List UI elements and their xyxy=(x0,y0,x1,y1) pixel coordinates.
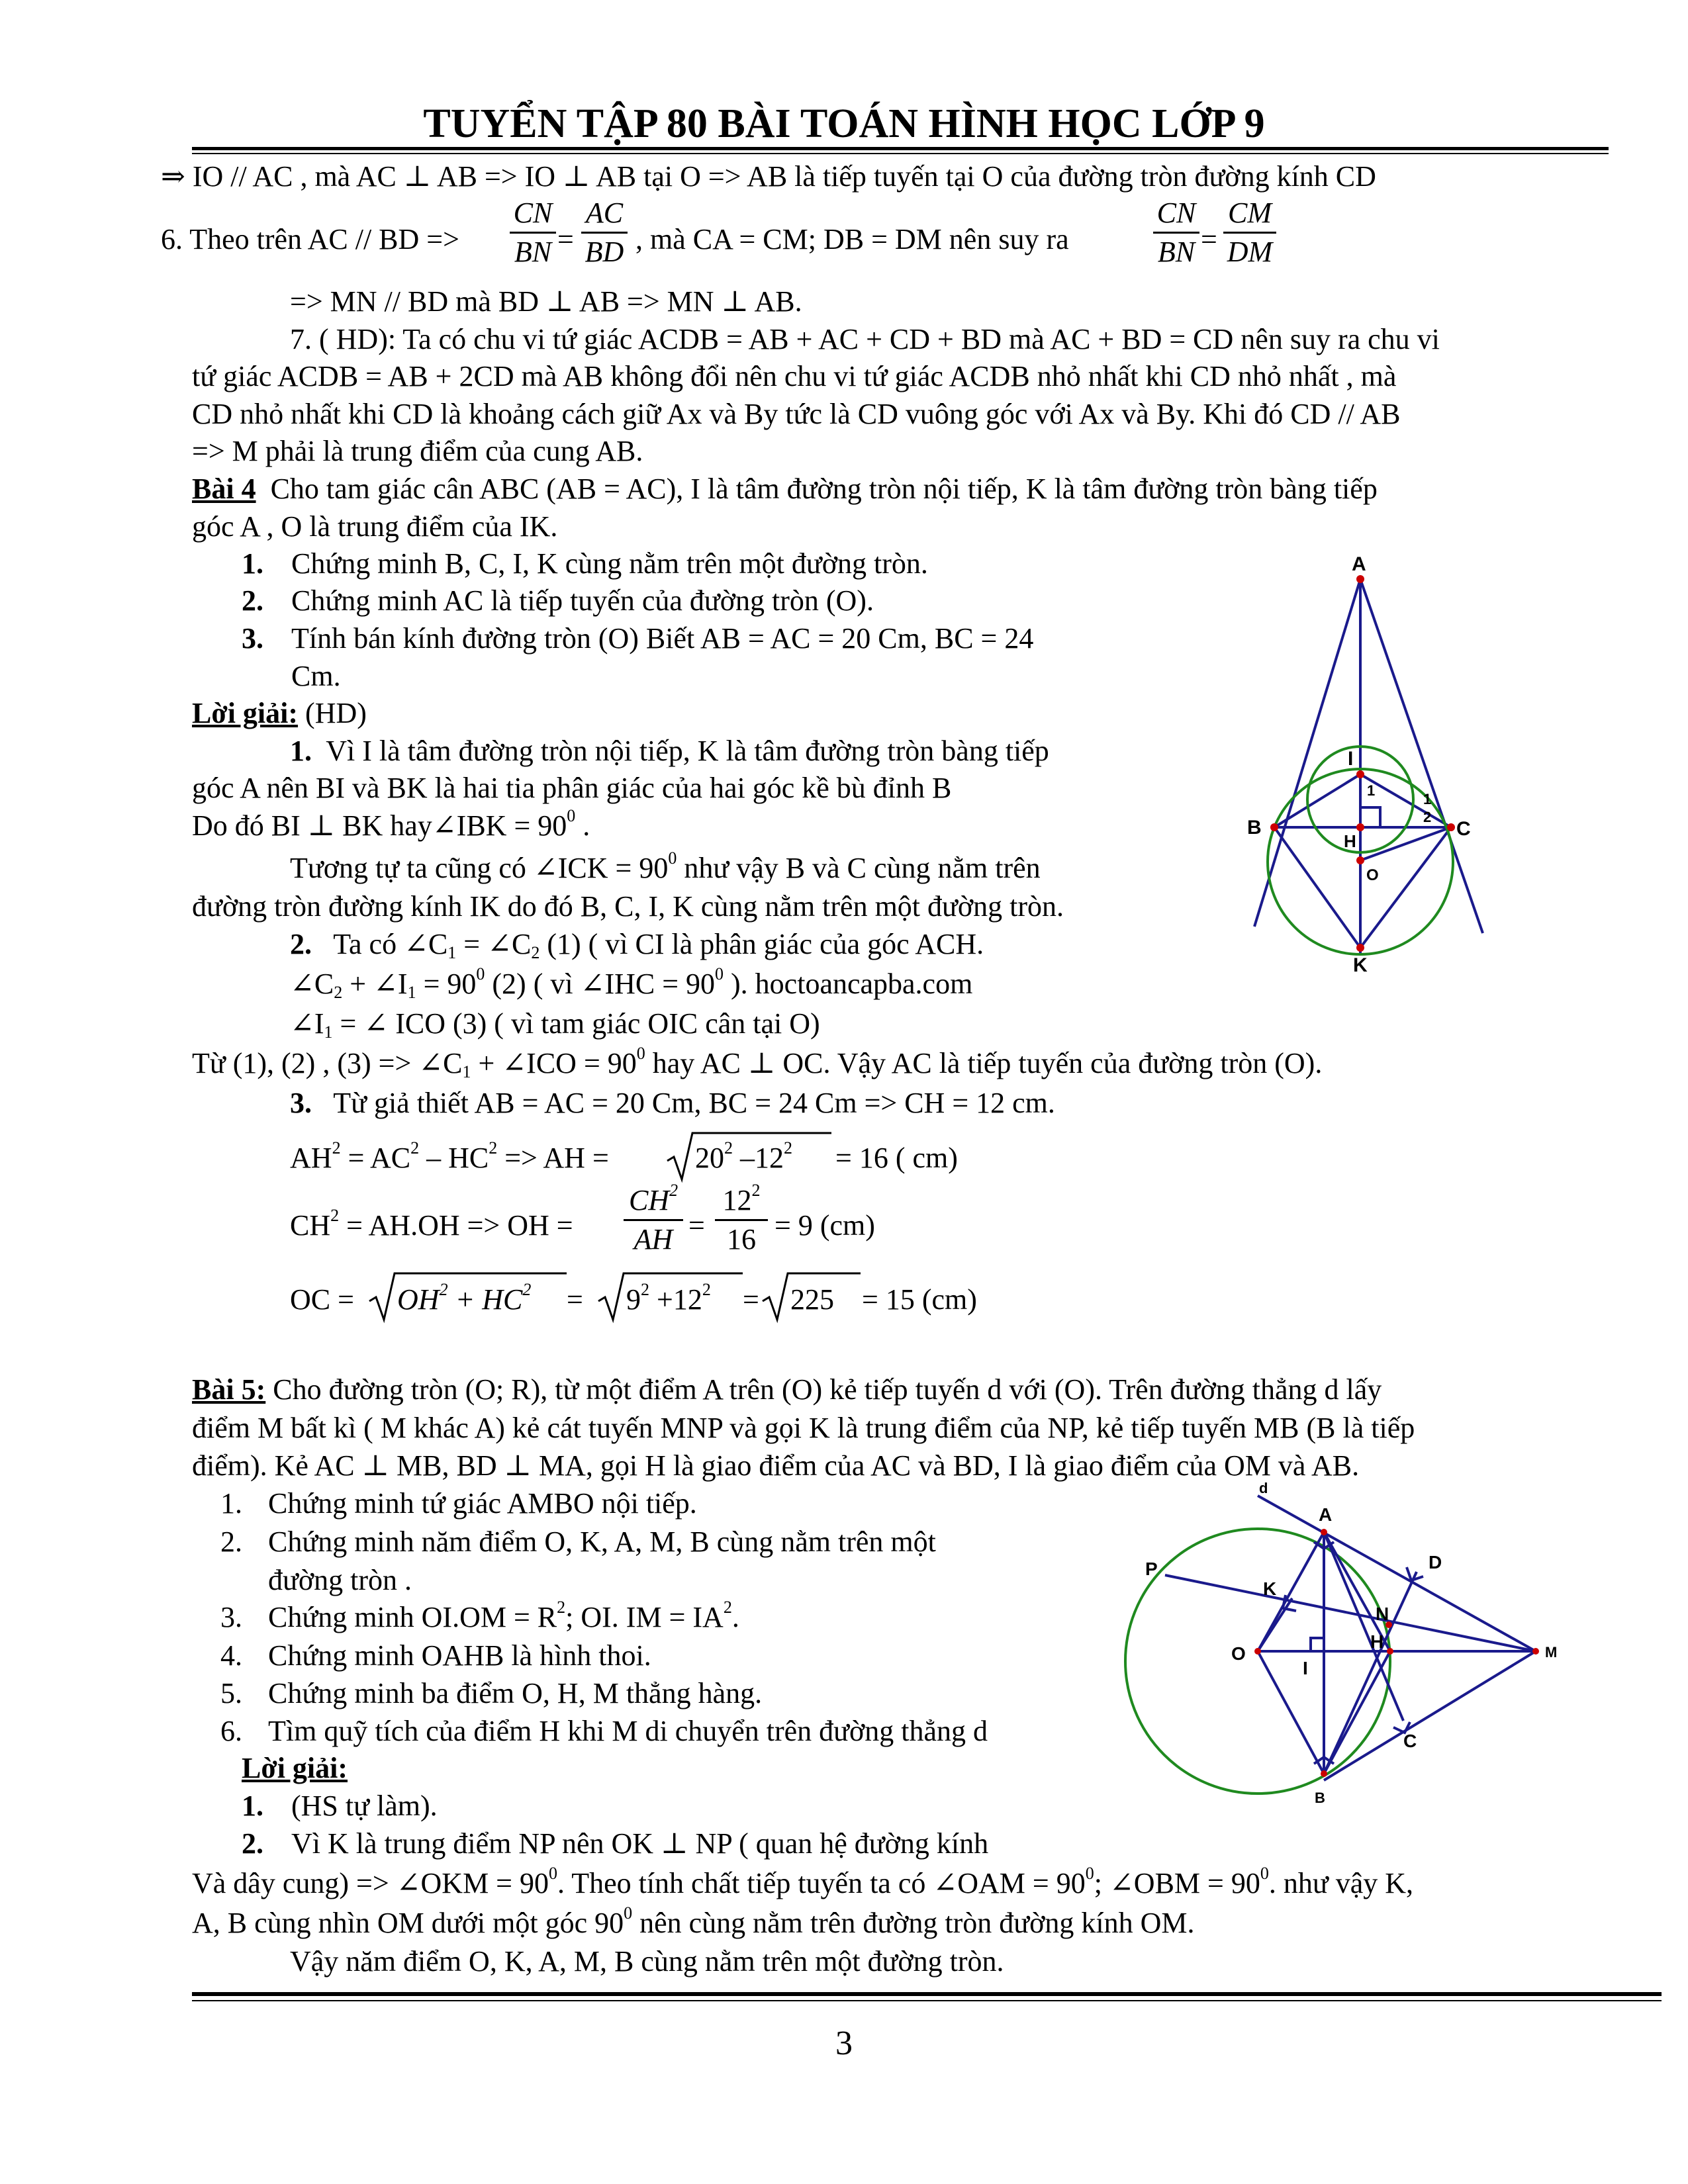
fig2-point-h xyxy=(1387,1648,1393,1655)
bai5-q3-number: 3. xyxy=(220,1601,242,1633)
fig1-label-k: K xyxy=(1353,954,1368,976)
fig2-label-d: D xyxy=(1429,1552,1442,1572)
fig1-label-i: I xyxy=(1348,748,1354,770)
fig2-label-b: B xyxy=(1315,1790,1325,1806)
fig2-point-b xyxy=(1321,1770,1327,1777)
page-title: TUYỂN TẬP 80 BÀI TOÁN HÌNH HỌC LỚP 9 xyxy=(423,101,1265,146)
line-3: => MN // BD mà BD ⊥ AB => MN ⊥ AB. xyxy=(290,285,802,318)
bai5-a1: (HS tự làm). xyxy=(291,1790,438,1822)
fig1-point-b xyxy=(1270,823,1278,831)
bai4-solution-heading: Lời giải: (HD) xyxy=(192,697,367,729)
formula-oh: $CH^2 = AH.OH$ => OH = xyxy=(290,1206,573,1242)
fig2-line-bd xyxy=(1324,1572,1417,1774)
fig2-label-p: P xyxy=(1145,1559,1158,1579)
fraction-cn-bn: CN BN xyxy=(510,199,556,267)
bai5-a2-line4: Vậy năm điểm O, K, A, M, B cùng nằm trên một đường tròn. xyxy=(290,1945,1004,1978)
formula-ah: $AH^2 = AC^2 - HC^2$ => AH = xyxy=(290,1138,609,1174)
header-rule-thin xyxy=(192,153,1609,154)
bai5-q2-cont: đường tròn . xyxy=(268,1564,412,1596)
eq-sign-4: = xyxy=(567,1283,583,1316)
eq-sign-3: = xyxy=(688,1209,705,1242)
fig1-label-2: 2 xyxy=(1423,809,1432,825)
fraction-cn-bn-2: CN BN xyxy=(1153,199,1199,267)
bai5-a2-line3: A, B cùng nhìn OM dưới một góc $90^0$ nên cùng nằm trên đường tròn đường kính OM. xyxy=(192,1903,1195,1939)
bai4-q3-number: 3. xyxy=(242,622,263,655)
line-1: ⇒ IO // AC , mà AC ⊥ AB => IO ⊥ AB tại O => AB là tiếp tuyến tại O của đường tròn đường kính CD xyxy=(161,160,1376,193)
fig2-circle-o xyxy=(1125,1529,1390,1794)
bai4-q3-cont: Cm. xyxy=(291,660,341,692)
bai5-q1-number: 1. xyxy=(220,1487,242,1520)
bai5-q1: Chứng minh tứ giác AMBO nội tiếp. xyxy=(268,1487,697,1520)
fig1-point-k xyxy=(1356,944,1364,952)
bai4-q1-number: 1. xyxy=(242,547,263,580)
fig2-label-i: I xyxy=(1303,1658,1308,1678)
bai4-a1-line1: 1. Vì I là tâm đường tròn nội tiếp, K là tâm đường tròn bàng tiếp xyxy=(290,735,1049,767)
fig2-label-d-line: d xyxy=(1259,1482,1268,1496)
bai4-statement-1: Bài 4 Cho tam giác cân ABC (AB = AC), I là tâm đường tròn nội tiếp, K là tâm đường tròn bàng tiếp xyxy=(192,473,1378,505)
line-5: tứ giác ACDB = AB + 2CD mà AB không đổi nên chu vi tứ giác ACDB nhỏ nhất khi CD nhỏ nhất , mà xyxy=(192,360,1397,392)
bai5-q5: Chứng minh ba điểm O, H, M thẳng hàng. xyxy=(268,1677,763,1709)
bai5-solution-heading: Lời giải: xyxy=(242,1752,348,1784)
fig1-point-i xyxy=(1356,770,1364,778)
formula-oc: OC = xyxy=(290,1283,354,1316)
bai4-q2: Chứng minh AC là tiếp tuyến của đường tròn (O). xyxy=(291,584,874,617)
fig2-point-a xyxy=(1321,1529,1327,1535)
bai5-q6: Tìm quỹ tích của điểm H khi M di chuyển trên đường thẳng d xyxy=(268,1715,988,1747)
line-2b: , mà CA = CM; DB = DM nên suy ra xyxy=(635,223,1069,255)
bai5-q4: Chứng minh OAHB là hình thoi. xyxy=(268,1639,651,1672)
eq-sign-2: = xyxy=(1201,223,1217,255)
header-rule-thick xyxy=(192,147,1609,150)
fraction-cm-dm: CM DM xyxy=(1223,199,1276,267)
line-4: 7. ( HD): Ta có chu vi tứ giác ACDB = AB + AC + CD + BD mà AC + BD = CD nên suy ra chu vi xyxy=(290,323,1440,355)
formula-ah-radicand: $20^2$ $-12^2$ xyxy=(695,1138,792,1174)
fig1-label-1: 1 xyxy=(1367,782,1376,799)
fig1-label-c: C xyxy=(1456,818,1471,840)
bai4-a2-line2: $\angle C_2$ + $\angle I_1 = 90^0$ (2) ( vì ∠IHC = $90^0$ ). hoctoancapba.com xyxy=(290,964,973,1002)
fig1-right-angle xyxy=(1360,807,1380,827)
bai5-a2-line2: Và dây cung) => ∠OKM = $90^0$. Theo tính chất tiếp tuyến ta có ∠OAM = $90^0$; ∠OBM = $90^0$. như vậy K, xyxy=(192,1864,1414,1899)
bai4-a2-line4: Từ (1), (2) , $(3) => \angle C_1$ + ∠ICO = $90^0$ hay AC ⊥ OC. Vậy AC là tiếp tuyến của đường tròn (O). xyxy=(192,1044,1323,1081)
footer-rule-thick xyxy=(192,1992,1662,1996)
bai4-q3: Tính bán kính đường tròn (O) Biết AB = AC = 20 Cm, BC = 24 xyxy=(291,622,1034,655)
bai5-statement-1: Bài 5: Cho đường tròn (O; R), từ một điểm A trên (O) kẻ tiếp tuyến d với (O). Trên đường thẳng d lấy xyxy=(192,1373,1382,1406)
footer-rule-thin xyxy=(192,2000,1662,2001)
bai5-q2-number: 2. xyxy=(220,1525,242,1558)
bai4-a2-line3: $\angle I_1$ = ∠ ICO (3) ( vì tam giác OIC cân tại O) xyxy=(290,1007,820,1042)
fig1-label-a: A xyxy=(1352,556,1366,575)
eq-sign-1: = xyxy=(557,223,574,255)
formula-oc-radicand-2: $9^2 +12^2$ xyxy=(626,1280,711,1316)
fraction-12-16: $12^2$ 16 xyxy=(715,1186,768,1254)
line-2a: 6. Theo trên AC // BD => xyxy=(161,223,459,255)
fig1-point-c xyxy=(1447,823,1455,831)
fig1-point-o xyxy=(1356,856,1364,864)
figure-bai4 xyxy=(1218,556,1509,979)
page-number: 3 xyxy=(835,2025,853,2062)
bai5-a2: Vì K là trung điểm NP nên OK ⊥ NP ( quan hệ đường kính xyxy=(291,1827,989,1860)
bai4-a2-line1: 2. Ta có $\angle C_1$ = $\angle C_2$ (1) ( vì CI là phân giác của góc ACH. xyxy=(290,928,984,962)
bai5-q2: Chứng minh năm điểm O, K, A, M, B cùng nằm trên một xyxy=(268,1525,936,1558)
fig1-label-h: H xyxy=(1344,831,1356,851)
bai5-statement-2: điểm M bất kì ( M khác A) kẻ cát tuyến MNP và gọi K là trung điểm của NP, kẻ tiếp tuyến MB (B là tiếp xyxy=(192,1412,1415,1444)
bai5-label: Bài 5: xyxy=(192,1373,266,1406)
bai5-q3: Chứng minh $OI.OM = R^2$; OI. IM = $IA^2$. xyxy=(268,1598,739,1633)
fig2-label-m: M xyxy=(1545,1644,1558,1661)
fig1-label-b: B xyxy=(1247,817,1262,839)
formula-oh-result: = 9 (cm) xyxy=(774,1209,875,1242)
fig1-point-h xyxy=(1356,823,1364,831)
fig2-point-o xyxy=(1254,1648,1261,1655)
bai4-a1-line4: Tương tự ta cũng có ∠ICK = $90^0$ như vậy B và C cùng nằm trên xyxy=(290,848,1041,884)
formula-oc-radicand-3: 225 xyxy=(790,1283,834,1316)
bai5-q6-number: 6. xyxy=(220,1715,242,1747)
fig1-line-bi xyxy=(1274,774,1360,827)
fig2-label-h: H xyxy=(1370,1631,1384,1652)
bai4-label: Bài 4 xyxy=(192,473,256,505)
bai5-statement-3: điểm). Kẻ AC ⊥ MB, BD ⊥ MA, gọi H là giao điểm của AC và BD, I là giao điểm của OM và AB. xyxy=(192,1449,1360,1482)
formula-ah-result: = 16 ( cm) xyxy=(835,1142,958,1174)
fig2-label-k: K xyxy=(1263,1578,1277,1599)
fig2-right-angle-i xyxy=(1311,1638,1324,1651)
line-7: => M phải là trung điểm của cung AB. xyxy=(192,435,643,467)
fig2-point-m xyxy=(1532,1648,1539,1655)
fig1-line-ac xyxy=(1360,579,1483,933)
bai4-a1-line5: đường tròn đường kính IK do đó B, C, I, K cùng nằm trên một đường tròn. xyxy=(192,890,1064,923)
bai4-q1: Chứng minh B, C, I, K cùng nằm trên một đường tròn. xyxy=(291,547,928,580)
bai4-statement-2: góc A , O là trung điểm của IK. xyxy=(192,510,558,543)
fig2-label-a: A xyxy=(1319,1504,1333,1525)
formula-oc-result: = 15 (cm) xyxy=(862,1283,977,1316)
fig2-line-ok xyxy=(1258,1598,1292,1651)
fig1-point-a xyxy=(1356,575,1364,583)
fig2-label-o: O xyxy=(1231,1643,1246,1664)
bai4-a1-line3: Do đó BI ⊥ BK hay∠IBK = $90^0$ . xyxy=(192,806,590,842)
bai4-a3-line1: 3. Từ giả thiết AB = AC = 20 Cm, BC = 24 Cm => CH = 12 cm. xyxy=(290,1087,1055,1119)
fig2-label-c: C xyxy=(1403,1731,1417,1751)
fig1-line-ck xyxy=(1360,827,1451,948)
formula-oc-radicand-1: $OH^2 + HC^2$ xyxy=(397,1280,532,1316)
bai4-q2-number: 2. xyxy=(242,584,263,617)
fraction-ch-ah: $CH^2$ AH xyxy=(624,1186,683,1254)
fig2-label-n: N xyxy=(1376,1604,1389,1624)
bai5-a1-number: 1. xyxy=(242,1790,263,1822)
fraction-ac-bd: AC BD xyxy=(581,199,628,267)
eq-sign-5: = xyxy=(743,1283,759,1316)
bai5-q4-number: 4. xyxy=(220,1639,242,1672)
bai4-a1-line2: góc A nên BI và BK là hai tia phân giác của hai góc kề bù đỉnh B xyxy=(192,772,952,804)
line-6: CD nhỏ nhất khi CD là khoảng cách giữ Ax và By tức là CD vuông góc với Ax và By. Khi đó CD // AB xyxy=(192,398,1401,430)
fig2-line-ob xyxy=(1258,1651,1324,1774)
fig2-line-mp xyxy=(1165,1575,1536,1651)
figure-bai5 xyxy=(1112,1482,1615,1813)
fig1-label-1b: 1 xyxy=(1423,791,1432,807)
bai5-q5-number: 5. xyxy=(220,1677,242,1709)
fig1-label-o: O xyxy=(1366,866,1379,884)
bai5-a2-number: 2. xyxy=(242,1827,263,1860)
